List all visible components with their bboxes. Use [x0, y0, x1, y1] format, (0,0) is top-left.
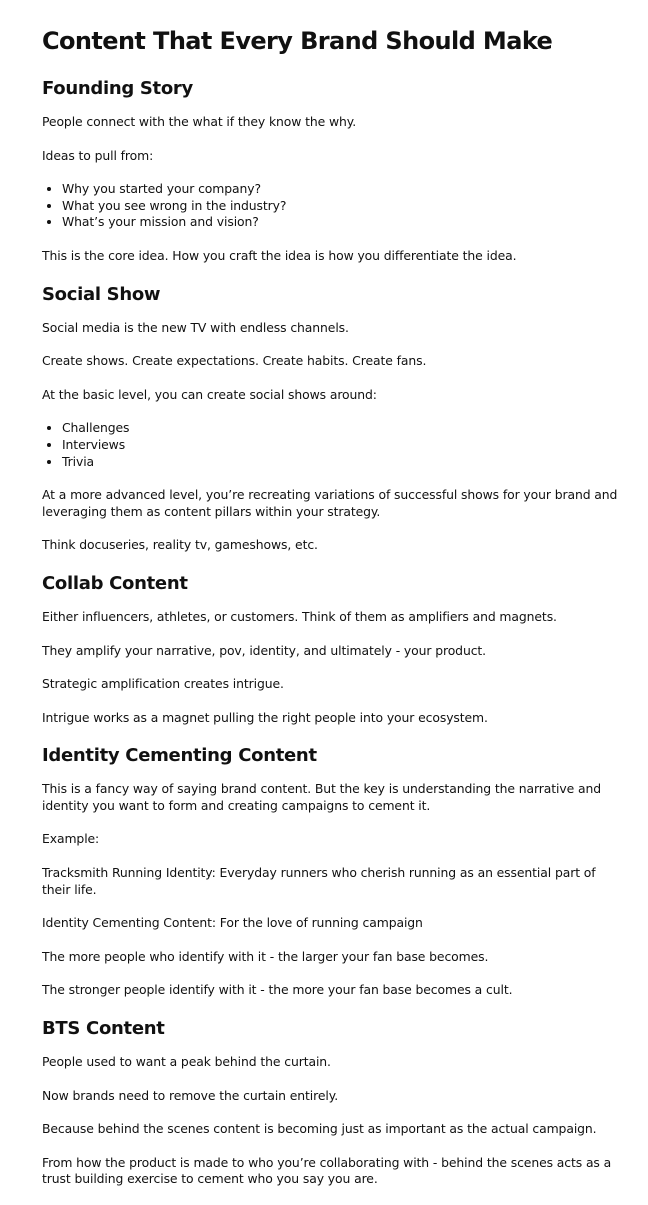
list-item: • What’s your mission and vision? [62, 214, 627, 231]
paragraph: Intrigue works as a magnet pulling the right people into your ecosystem. [42, 709, 488, 725]
paragraph: Either influencers, athletes, or customers. Think of them as amplifiers and magnets. [42, 608, 557, 624]
page-title: Content That Every Brand Should Make [42, 27, 553, 55]
section-heading: Collab Content [42, 572, 188, 594]
paragraph: The more people who identify with it - the larger your fan base becomes. [42, 948, 489, 964]
paragraph: People connect with the what if they know the why. [42, 114, 357, 129]
list-item: • Why you started your company? [62, 181, 627, 198]
section-social-show [42, 282, 627, 554]
list-item: • What you see wrong in the industry? [62, 198, 627, 215]
section-founding-story [42, 76, 627, 265]
bullet-list [42, 181, 627, 231]
paragraph: Social media is the new TV with endless channels. [42, 319, 349, 335]
section-heading: Founding Story [42, 78, 193, 99]
paragraph: Now brands need to remove the curtain entirely. [42, 1087, 339, 1103]
paragraph: At the basic level, you can create social shows around: [42, 386, 377, 402]
list-item: • Trivia [62, 454, 627, 471]
paragraph: From how the product is made to who you’re collaborating with - behind the scenes acts as a trust building exercise to cement who you say you are. [42, 1154, 612, 1187]
section-heading: Identity Cementing Content [42, 745, 317, 767]
section-heading: Social Show [42, 283, 161, 305]
paragraph: This is the core idea. How you craft the idea is how you differentiate the idea. [42, 247, 517, 263]
paragraph: Strategic amplification creates intrigue. [42, 676, 284, 692]
paragraph: This is a fancy way of saying brand content. But the key is understanding the narrative and identity you want to form and creating campaigns to cement it. [42, 781, 601, 813]
paragraph: Tracksmith Running Identity: Everyday runners who cherish running as an essential part of their life. [42, 865, 596, 897]
paragraph: Because behind the scenes content is becoming just as important as the actual campaign. [42, 1121, 597, 1137]
paragraph: Create shows. Create expectations. Create habits. Create fans. [42, 353, 427, 369]
document [42, 24, 627, 1205]
paragraph: Example: [42, 831, 100, 847]
paragraph: At a more advanced level, you’re recreating variations of successful shows for your brand and leveraging them as content pillars within your strategy. [42, 487, 618, 519]
paragraph: Ideas to pull from: [42, 147, 154, 163]
paragraph: Identity Cementing Content: For the love of running campaign [42, 915, 423, 931]
paragraph: The stronger people identify with it - the more your fan base becomes a cult. [42, 982, 513, 998]
section-bts-content [42, 1016, 627, 1188]
section-collab-content [42, 571, 627, 726]
section-identity-cementing [42, 743, 627, 999]
paragraph: They amplify your narrative, pov, identity, and ultimately - your product. [42, 642, 487, 658]
section-heading: BTS Content [42, 1018, 165, 1040]
list-item: • Interviews [62, 437, 627, 454]
paragraph: Think docuseries, reality tv, gameshows, etc. [42, 537, 318, 553]
list-item: • Challenges [62, 420, 627, 437]
bullet-list [42, 420, 627, 470]
paragraph: People used to want a peak behind the curtain. [42, 1054, 331, 1070]
